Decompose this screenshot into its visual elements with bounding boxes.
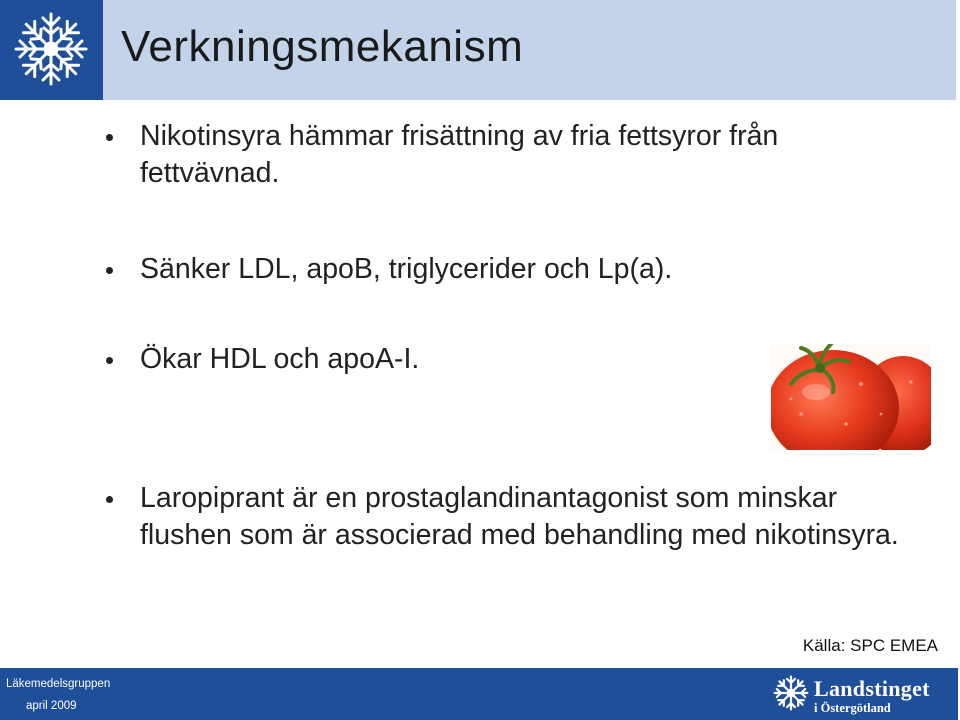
- list-item: [106, 341, 706, 378]
- bullet-dot: [106, 267, 113, 274]
- footer-organization: Läkemedelsgruppen: [6, 678, 111, 690]
- source-citation: Källa: SPC EMEA: [802, 636, 938, 655]
- footer-bar: [0, 668, 958, 720]
- list-item: [106, 251, 826, 288]
- brand-subtitle: i Östergötland: [814, 701, 891, 715]
- list-item: [106, 480, 926, 554]
- landstinget-logo: [772, 673, 952, 717]
- bullet-text: Sänker LDL, apoB, triglycerider och Lp(a).: [140, 253, 673, 285]
- bullet-text: Nikotinsyra hämmar frisättning av fria fettsyror från fettvävnad.: [140, 120, 779, 189]
- tomato-image: [771, 344, 931, 450]
- bullet-dot: [106, 134, 113, 141]
- footer-date: april 2009: [26, 700, 77, 712]
- bullet-dot: [106, 357, 113, 364]
- bullet-dot: [106, 496, 113, 503]
- bullet-text: Ökar HDL och apoA-I.: [140, 343, 420, 375]
- snowflake-emblem-icon: [772, 674, 810, 712]
- page-title: Verkningsmekanism: [121, 22, 524, 71]
- brand-name: Landstinget: [814, 676, 930, 701]
- bullet-text: Laropiprant är en prostaglandinantagonist som minskar flushen som är associerad med behandling med nikotinsyra.: [140, 482, 899, 551]
- list-item: [106, 118, 826, 192]
